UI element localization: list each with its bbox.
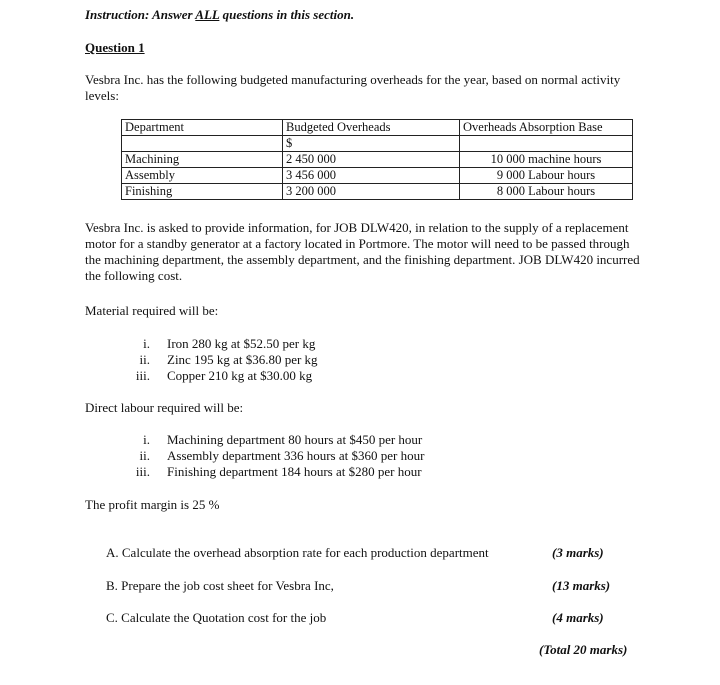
material-heading: Material required will be: [85,303,219,318]
task-a [106,545,636,561]
task-text: A. Calculate the overhead absorption rate for each production department [106,545,489,560]
question-title: Question 1 [85,40,145,55]
instruction-text: Instruction: Answer [85,7,196,22]
list-text: Assembly department 336 hours at $360 per hour [167,448,425,463]
list-item [128,448,424,464]
table-row [122,168,633,184]
list-item [128,464,424,480]
list-text: Finishing department 184 hours at $280 per hour [167,464,422,479]
task-marks: (4 marks) [552,610,604,625]
list-number: ii. [139,448,150,463]
overheads-table [121,119,633,200]
table-cell: 3 456 000 [283,168,460,184]
intro-paragraph: Vesbra Inc. has the following budgeted manufacturing overheads for the year, based on normal activity levels: [85,72,621,103]
table-cell [122,136,283,152]
job-description: Vesbra Inc. is asked to provide information, for JOB DLW420, in relation to the supply of a replacement motor for a standby generator at a factory located in Portmore. The motor will need to be passed through the machining department, the assembly department, and the finishing department. JOB DLW420 incurred the following cost. [85,220,640,283]
task-c [106,610,636,626]
table-cell: Assembly [122,168,283,184]
table-cell: 9 000 Labour hours [460,168,633,184]
table-header: Overheads Absorption Base [460,120,633,136]
table-unit: $ [283,136,460,152]
instruction-emphasis: ALL [195,7,220,22]
task-text: C. Calculate the Quotation cost for the job [106,610,327,625]
labour-heading: Direct labour required will be: [85,400,244,415]
table-cell [460,136,633,152]
table-row [122,184,633,200]
instruction-text-end: questions in this section. [219,7,355,22]
task-text: B. Prepare the job cost sheet for Vesbra Inc, [106,578,334,593]
list-text: Copper 210 kg at $30.00 kg [167,368,313,383]
profit-margin: The profit margin is 25 % [85,497,220,512]
table-cell: 10 000 machine hours [460,152,633,168]
list-text: Zinc 195 kg at $36.80 per kg [167,352,318,367]
table-cell: 3 200 000 [283,184,460,200]
list-number: i. [143,432,150,447]
list-item [128,368,318,384]
table-unit-row [122,136,633,152]
list-number: i. [143,336,150,351]
table-header: Department [122,120,283,136]
list-item [128,336,318,352]
table-header-row [122,120,633,136]
list-number: iii. [135,368,150,383]
instruction [85,7,354,23]
task-b [106,578,636,594]
task-marks: (3 marks) [552,545,604,560]
table-header: Budgeted Overheads [283,120,460,136]
table-cell: Machining [122,152,283,168]
labour-list [128,432,424,480]
table-row [122,152,633,168]
list-text: Iron 280 kg at $52.50 per kg [167,336,316,351]
table-cell: Finishing [122,184,283,200]
material-list [128,336,318,384]
list-text: Machining department 80 hours at $450 per hour [167,432,423,447]
task-marks: (13 marks) [552,578,611,593]
list-number: ii. [139,352,150,367]
total-marks: (Total 20 marks) [539,642,628,657]
table-cell: 8 000 Labour hours [460,184,633,200]
list-item [128,432,424,448]
table-cell: 2 450 000 [283,152,460,168]
list-number: iii. [135,464,150,479]
list-item [128,352,318,368]
